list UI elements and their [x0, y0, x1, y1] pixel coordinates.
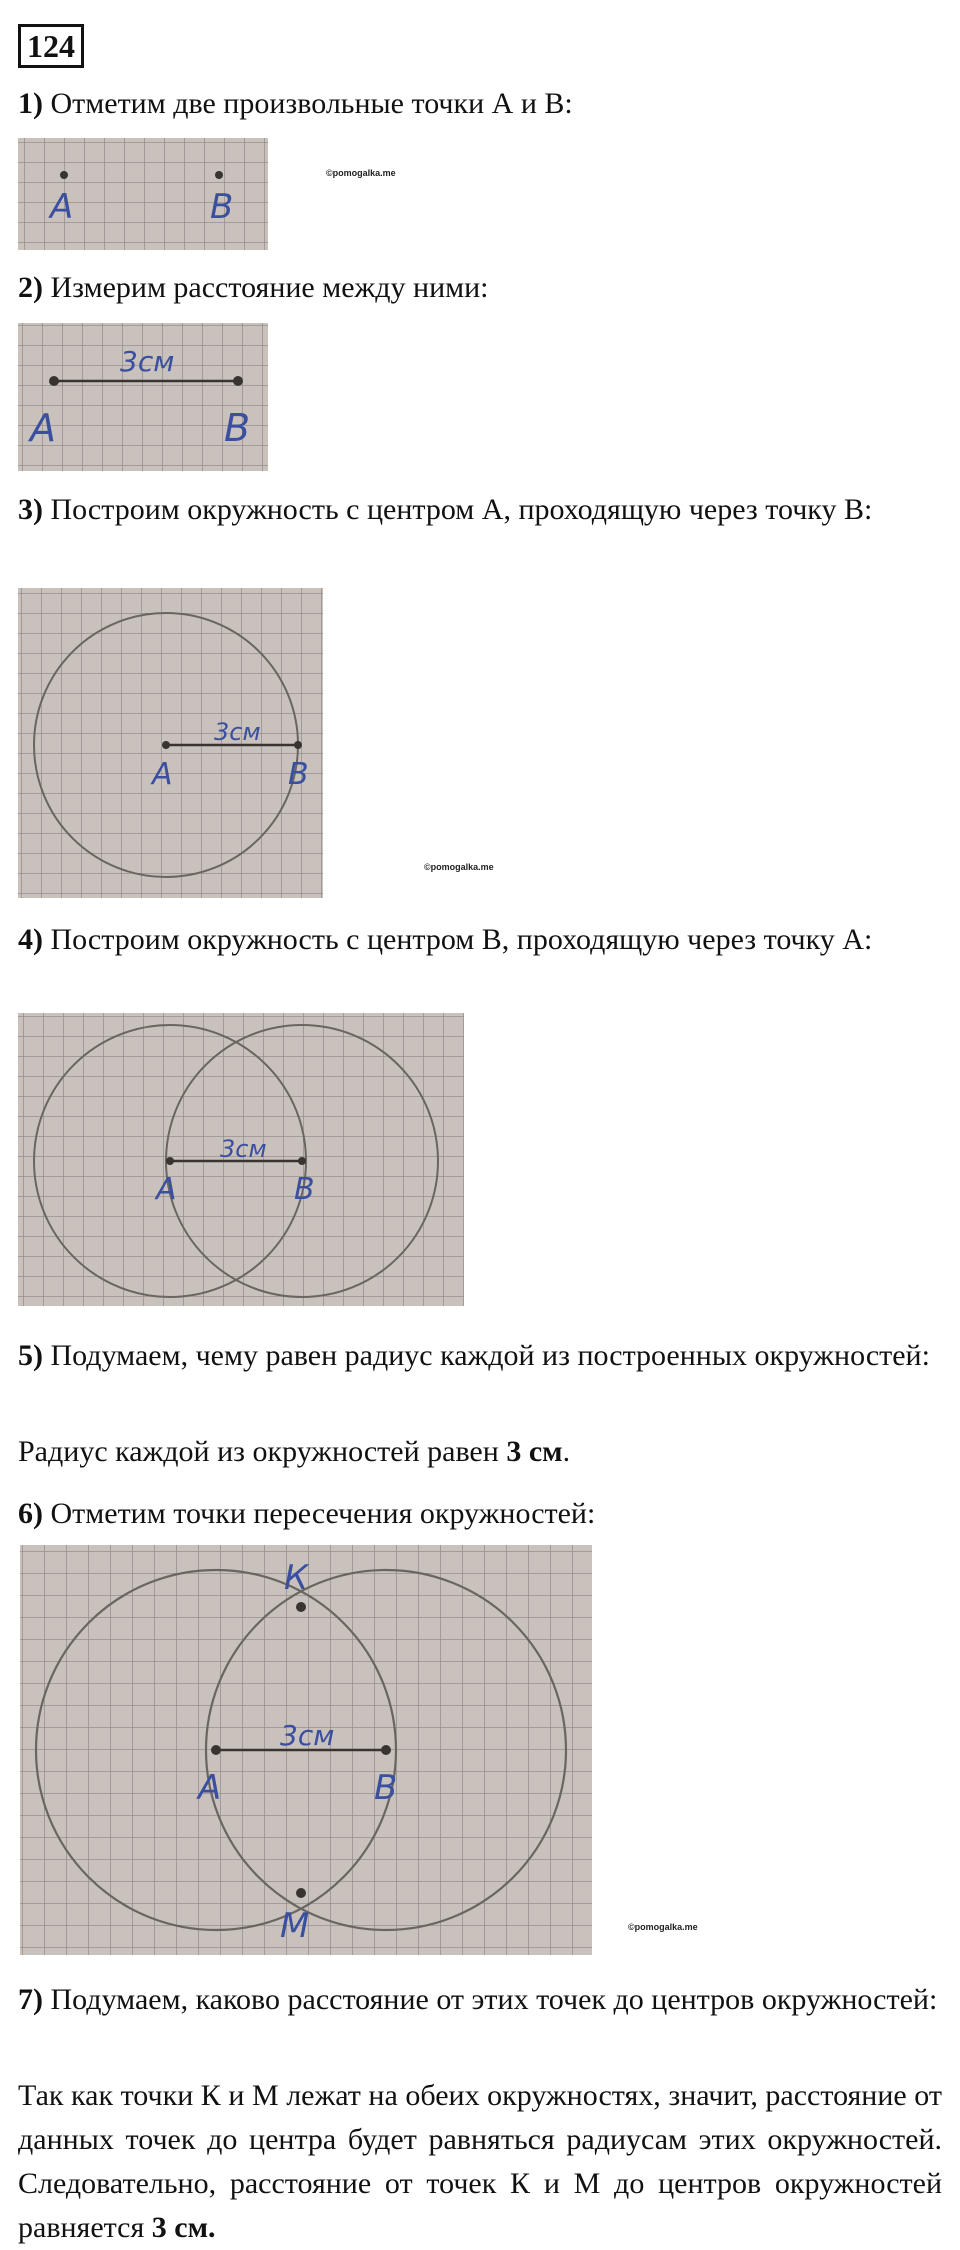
label-distance: 3см	[120, 345, 175, 378]
label-a: А	[156, 1172, 177, 1207]
answer-5-value: 3 см	[506, 1435, 563, 1468]
label-a: А	[30, 406, 56, 450]
answer-5-text: Радиус каждой из окружностей равен	[18, 1435, 507, 1468]
step-5-text: Подумаем, чему равен радиус каждой из построенных окружностей:	[43, 1339, 930, 1372]
answer-7-value: 3 см.	[151, 2211, 216, 2244]
photo-points	[18, 138, 268, 250]
point-m	[296, 1888, 306, 1898]
photo-two-circles-drawing	[18, 1013, 464, 1306]
step-7	[18, 1978, 942, 2022]
step-5-number: 5)	[18, 1339, 43, 1372]
label-b: В	[294, 1172, 315, 1207]
label-b: В	[288, 757, 309, 792]
watermark: ©pomogalka.me	[326, 168, 396, 178]
label-a: А	[152, 757, 173, 792]
step-6-text: Отметим точки пересечения окружностей:	[43, 1497, 596, 1530]
photo-points-drawing	[18, 138, 268, 250]
photo-circle-a	[18, 588, 323, 898]
label-k: К	[284, 1558, 309, 1598]
step-7-text: Подумаем, каково расстояние от этих точек до центров окружностей:	[43, 1983, 938, 2016]
point-b	[381, 1745, 391, 1755]
step-1	[18, 82, 942, 126]
answer-7-text: Так как точки К и М лежат на обеих окружностях, значит, расстояние от данных точек до центра будет равняться радиусам этих окружностей. Следовательно, расстояние от точек К и М до центров окружностей равняется	[18, 2079, 942, 2244]
answer-5-end: .	[562, 1435, 571, 1468]
point-b	[215, 171, 223, 179]
point-b	[233, 376, 243, 386]
step-3-number: 3)	[18, 493, 43, 526]
point-a	[211, 1745, 221, 1755]
step-2-text: Измерим расстояние между ними:	[43, 271, 489, 304]
label-b: В	[210, 187, 234, 227]
point-k	[296, 1602, 306, 1612]
label-b: В	[374, 1768, 398, 1808]
step-3-text: Построим окружность с центром А, проходящую через точку В:	[43, 493, 873, 526]
label-a: А	[198, 1768, 222, 1808]
label-m: М	[280, 1906, 310, 1946]
label-b: В	[224, 406, 251, 450]
label-distance: 3см	[214, 718, 261, 746]
label-distance: 3см	[280, 1719, 335, 1752]
step-6	[18, 1492, 942, 1536]
point-a	[162, 741, 170, 749]
step-4-number: 4)	[18, 923, 43, 956]
step-2	[18, 266, 942, 310]
label-distance: 3см	[220, 1135, 267, 1163]
photo-two-circles	[18, 1013, 464, 1306]
step-1-text: Отметим две произвольные точки А и В:	[43, 87, 573, 120]
point-b	[298, 1157, 306, 1165]
step-2-number: 2)	[18, 271, 43, 304]
point-a	[60, 171, 68, 179]
step-4	[18, 918, 942, 962]
watermark: ©pomogalka.me	[628, 1922, 698, 1932]
photo-distance	[18, 323, 268, 471]
label-a: А	[50, 187, 74, 227]
step-3	[18, 488, 942, 532]
step-7-number: 7)	[18, 1983, 43, 2016]
point-b	[294, 741, 302, 749]
point-a	[49, 376, 59, 386]
step-4-text: Построим окружность с центром В, проходящую через точку А:	[43, 923, 873, 956]
answer-5	[18, 1430, 942, 1474]
step-5	[18, 1334, 942, 1378]
problem-number: 124	[18, 24, 84, 68]
point-a	[166, 1157, 174, 1165]
step-1-number: 1)	[18, 87, 43, 120]
step-6-number: 6)	[18, 1497, 43, 1530]
photo-circle-a-drawing	[18, 588, 323, 898]
photo-distance-drawing	[18, 323, 268, 471]
watermark: ©pomogalka.me	[424, 862, 494, 872]
photo-intersections	[20, 1545, 592, 1955]
answer-7	[18, 2074, 942, 2250]
photo-intersections-drawing	[20, 1545, 592, 1955]
